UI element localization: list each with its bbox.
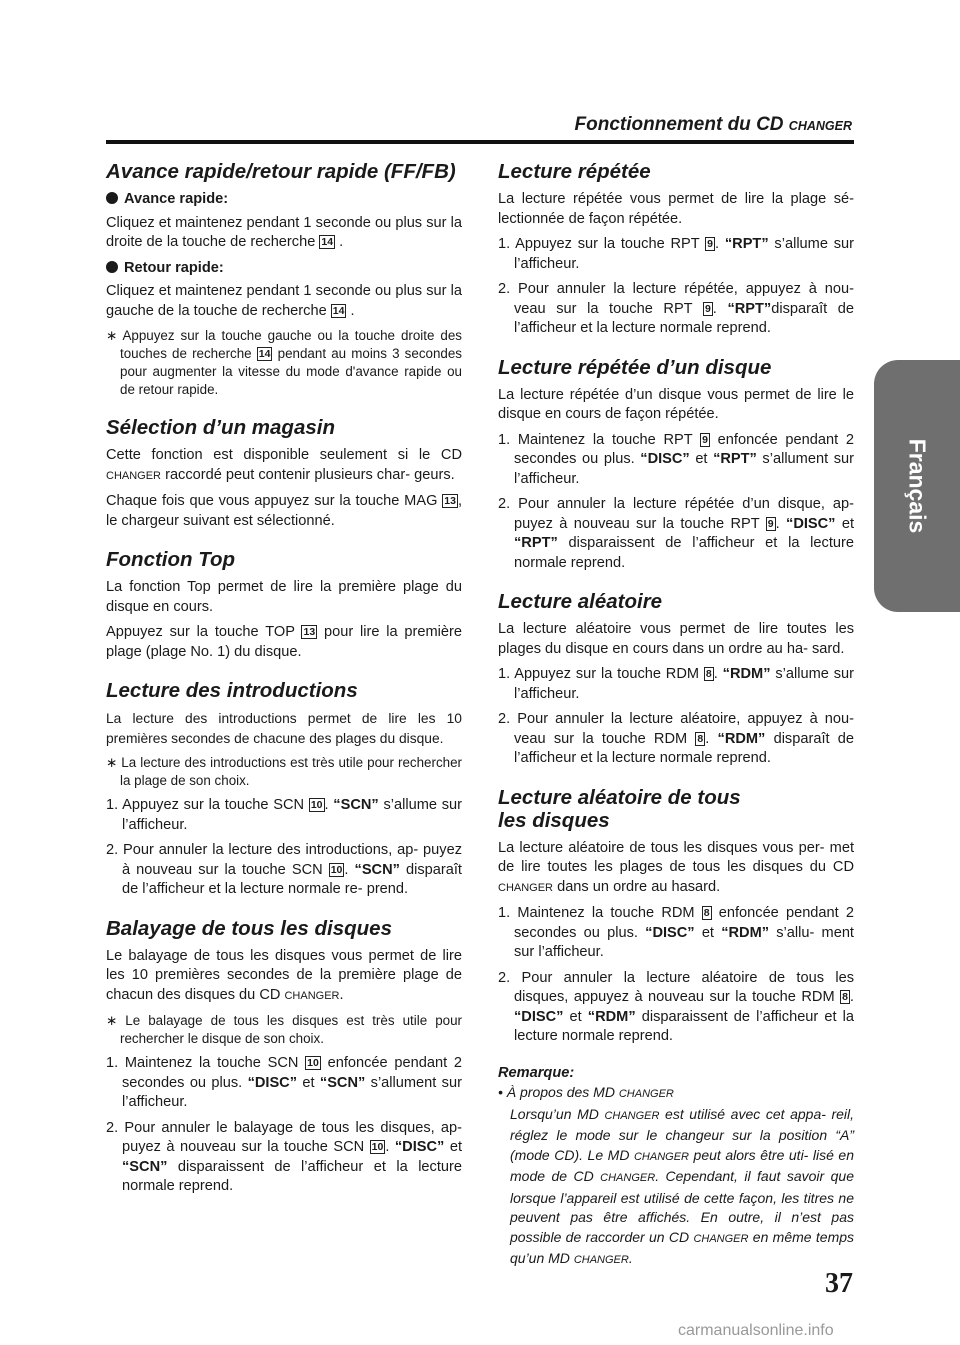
step: 2. Pour annuler la lecture des introductions, ap- puyez à nouveau sur la touche SCN 10 . “SCN” disparaît de l’afficheur et la lecture normale re- prend. [106, 842, 462, 897]
key-9-icon: 9 [704, 302, 711, 315]
step: 1. Appuyez sur la touche SCN 10 . “SCN” s’allume sur l’afficheur. [106, 797, 462, 833]
header-title: Fonctionnement du CD CHANGER [574, 114, 852, 135]
key-9-icon: 9 [707, 238, 714, 250]
paragraph: La lecture répétée vous permet de lire la plage sé- lectionnée de façon répétée. [498, 191, 854, 227]
header-rule [106, 140, 854, 144]
step: 1. Maintenez la touche RDM 8 enfoncée pendant 2 secondes ou plus. “DISC” et “RDM” s’allu- ment sur l’afficheur. [498, 905, 854, 960]
section-disc-random [498, 786, 854, 1047]
paragraph: Appuyez sur la touche TOP 13 pour lire la première plage (plage No. 1) du disque. [106, 624, 463, 660]
key-8-icon: 8 [842, 991, 848, 1003]
key-13-icon: 13 [444, 495, 456, 507]
section-title: Balayage de tous les disques [106, 916, 392, 940]
remark-item: • À propos des MD CHANGER Lorsqu’un MD CHANGER est utilisé avec cet appa- reil, réglez le mode sur le changeur sur la position “A” (mode CD). Le MD CHANGER peut alors être uti- lisé en mode de CD CHANGER. Cependant, il faut savoir que lorsque l’appareil est utilisé de cette façon, les titres ne peuvent pas être affichés. En outre, il n’est pas possible de raccorder un CD CHANGER en même temps qu’un MD CHANGER. [498, 1084, 855, 1266]
paragraph: La lecture des introductions permet de lire les 10 premières secondes de chacune des plages du disque. [106, 711, 462, 746]
section-repeat [498, 160, 854, 339]
key-10-icon: 10 [307, 1057, 319, 1069]
section-disc-scan [106, 917, 462, 1197]
bullet-dot-icon [106, 192, 118, 204]
step: 1. Appuyez sur la touche RDM 8 . “RDM” s’allume sur l’afficheur. [498, 666, 854, 702]
section-title: Lecture répétée [498, 160, 651, 183]
section-scan [106, 679, 462, 900]
step: 2. Pour annuler la lecture répétée d’un disque, ap- puyez à nouveau sur la touche RPT 9 . “DISC” et “RPT” disparaissent de l’afficheur et la lecture normale reprend. [498, 496, 854, 571]
section-disc-repeat [498, 356, 854, 574]
section-title: Avance rapide/retour rapide (FF/FB) [106, 160, 456, 183]
key-13-icon: 13 [303, 626, 316, 638]
section-ff-fb [106, 160, 462, 399]
step: 2. Pour annuler la lecture aléatoire de tous les disques, appuyez à nouveau sur la touche RDM 8 . “DISC” et “RDM” disparaissent de l’afficheur et la lecture normale reprend. [498, 969, 854, 1044]
bullet-fast-backward: Retour rapide: [106, 259, 462, 279]
step: 2. Pour annuler le balayage de tous les disques, ap- puyez à nouveau sur la touche SCN 10 . “DISC” et “SCN” disparaissent de l’afficheur et la lecture normale reprend. [106, 1119, 462, 1194]
step: 1. Maintenez la touche SCN 10 enfoncée pendant 2 secondes ou plus. “DISC” et “SCN” s’allument sur l’afficheur. [106, 1055, 462, 1110]
paragraph: Cliquez et maintenez pendant 1 seconde ou plus sur la droite de la touche de recherche 14 . [106, 214, 462, 250]
section-title: Lecture aléatoire de tous les disques [498, 785, 741, 832]
step: 1. Maintenez la touche RPT 9 enfoncée pendant 2 secondes ou plus. “DISC” et “RPT” s’allument sur l’afficheur. [498, 431, 854, 487]
section-magazine [106, 416, 462, 531]
remark-block [498, 1064, 854, 1271]
paragraph: La lecture répétée d’un disque vous permet de lire le disque en cours de façon répétée. [498, 386, 854, 422]
paragraph: La lecture aléatoire vous permet de lire toutes les plages du disque en cours dans un ordre au ha- sard. [498, 621, 854, 657]
key-14-icon: 14 [332, 304, 345, 317]
key-14-icon: 14 [258, 348, 271, 360]
key-8-icon: 8 [697, 732, 704, 745]
page-number: 37 [825, 1268, 853, 1299]
section-title: Lecture aléatoire [498, 590, 663, 613]
key-8-icon: 8 [705, 668, 712, 680]
note: ∗ Appuyez sur la touche gauche ou la touche droite des touches de recherche 14 pendant au moins 3 secondes pour augmenter la vitesse du mode d'avance rapide ou de retour rapide. [106, 328, 463, 397]
language-tab-label: Français [904, 438, 931, 534]
key-9-icon: 9 [767, 517, 774, 530]
paragraph: Cette fonction est disponible seulement si le CD CHANGER raccordé peut contenir plusieurs char- geurs. [106, 447, 462, 483]
key-10-icon: 10 [330, 863, 343, 876]
step: 2. Pour annuler la lecture répétée, appuyez à nou- veau sur la touche RPT 9 . “RPT”disparaît de l’afficheur et la lecture normale reprend. [498, 281, 855, 336]
key-8-icon: 8 [703, 907, 710, 919]
key-10-icon: 10 [310, 799, 323, 811]
bullet-dot-icon [106, 261, 118, 273]
note: ∗ Le balayage de tous les disques est très utile pour rechercher le disque de son choix. [106, 1013, 462, 1046]
bullet-fast-forward: Avance rapide: [106, 190, 462, 210]
section-random [498, 590, 854, 769]
section-title: Sélection d’un magasin [106, 416, 335, 439]
paragraph: Chaque fois que vous appuyez sur la touche MAG 13 , le chargeur suivant est sélectionné. [106, 493, 462, 529]
paragraph: La lecture aléatoire de tous les disques vous per- met de lire toutes les plages de tous les disques du CD CHANGER dans un ordre au hasard. [498, 839, 854, 895]
note: ∗ La lecture des introductions est très utile pour rechercher la plage de son choix. [106, 755, 462, 788]
section-top [106, 548, 462, 662]
right-column [498, 160, 854, 1271]
section-title: Lecture répétée d’un disque [498, 355, 772, 379]
step: 1. Appuyez sur la touche RPT 9 . “RPT” s’allume sur l’afficheur. [498, 236, 854, 272]
language-tab [874, 360, 960, 612]
watermark[interactable]: carmanualsonline.info [678, 1322, 834, 1339]
section-title: Fonction Top [106, 548, 236, 571]
key-14-icon: 14 [321, 236, 334, 248]
step: 2. Pour annuler la lecture aléatoire, appuyez à nou- veau sur la touche RDM 8 . “RDM” disparaît de l’afficheur et la lecture normale reprend. [498, 711, 854, 766]
paragraph: La fonction Top permet de lire la première plage du disque en cours. [106, 579, 462, 615]
paragraph: Cliquez et maintenez pendant 1 seconde ou plus sur la gauche de la touche de recherche 14 . [106, 283, 462, 319]
key-10-icon: 10 [371, 1141, 384, 1153]
left-column [106, 160, 462, 1214]
remark-title: Remarque: [498, 1064, 575, 1081]
key-9-icon: 9 [702, 433, 708, 446]
paragraph: Le balayage de tous les disques vous permet de lire les 10 premières secondes de la première plage de chacun des disques du CD CHANGER. [106, 947, 462, 1003]
section-title: Lecture des introductions [106, 679, 358, 702]
